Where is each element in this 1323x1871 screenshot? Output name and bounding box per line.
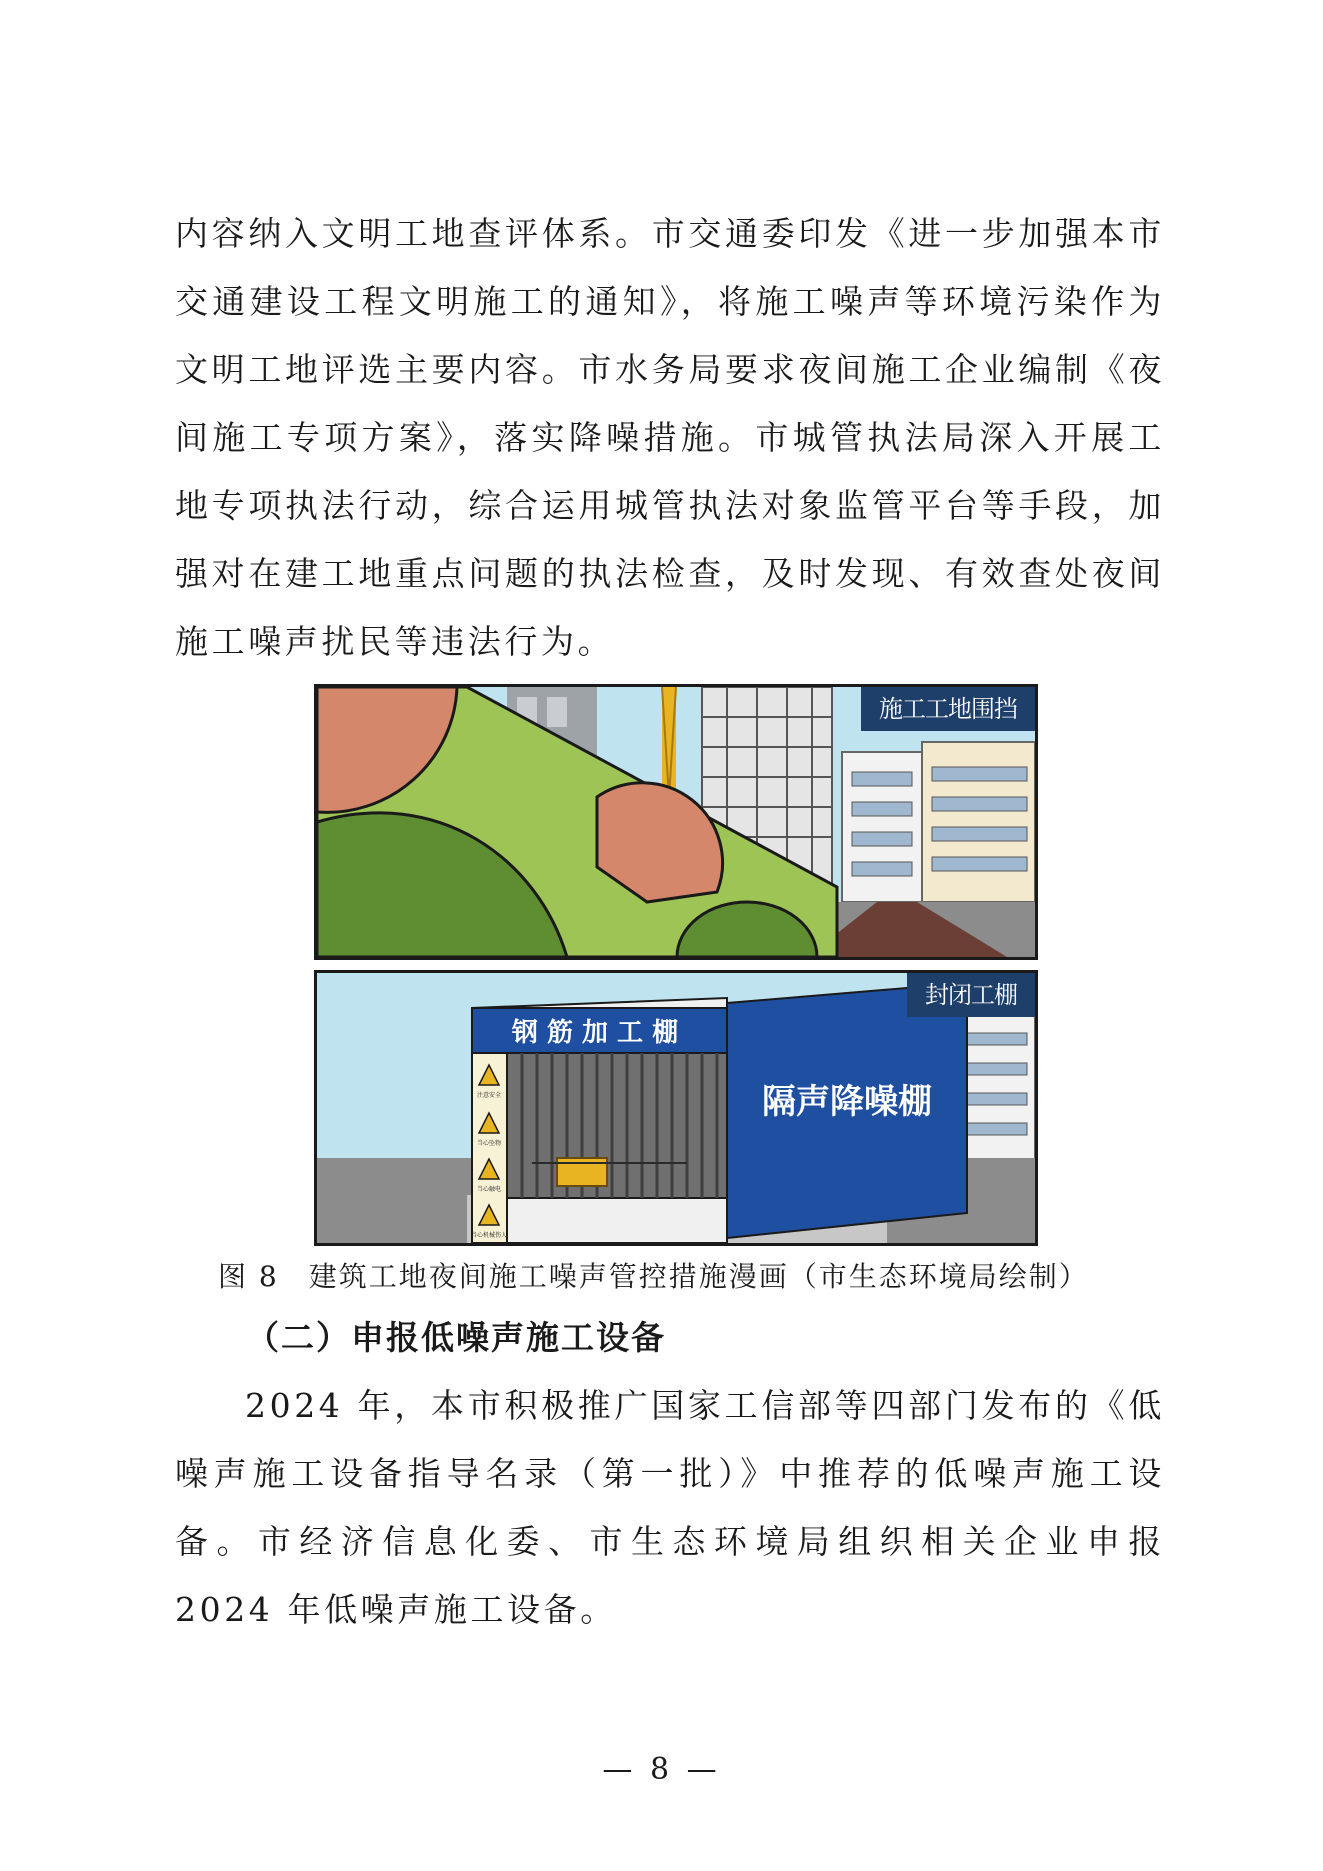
warning-sign-1: 注意安全: [476, 1092, 502, 1099]
body-paragraph-1: 内容纳入文明工地查评体系。市交通委印发《进一步加强本市交通建设工程文明施工的通知》，将施工噪声等环境污染作为文明工地评选主要内容。市水务局要求夜间施工企业编制《夜间施工专项方案》，落实降噪措施。市城管执法局深入开展工地专项执法行动，综合运用城管执法对象监管平台等手段，加强对在建工地重点问题的执法检查，及时发现、有效查处夜间施工噪声扰民等违法行为。: [175, 214, 1165, 661]
section-heading: （二）申报低噪声施工设备: [246, 1318, 666, 1357]
figure-panel-shed: [314, 970, 1038, 1246]
page-number: — 8 —: [602, 1752, 721, 1787]
shed-sign-text: 钢 筋 加 工 棚: [511, 1018, 679, 1048]
shed-wall-text: 隔声降噪棚: [762, 1082, 932, 1122]
panel-label-hoarding: 施工工地围挡: [861, 687, 1035, 731]
warning-sign-2: 当心坠物: [476, 1140, 502, 1147]
warning-sign-4: 当心机械伤人: [470, 1232, 508, 1239]
body-paragraph-2: 2024 年，本市积极推广国家工信部等四部门发布的《低噪声施工设备指导名录（第一批）》中推荐的低噪声施工设备。市经济信息化委、市生态环境局组织相关企业申报 2024 年低噪声施工设备。: [175, 1386, 1165, 1629]
warning-sign-3: 当心触电: [476, 1186, 502, 1193]
figure-caption: 图 8 建筑工地夜间施工噪声管控措施漫画（市生态环境局绘制）: [218, 1260, 1089, 1293]
panel-label-shed: 封闭工棚: [907, 973, 1035, 1017]
figure-panel-hoarding: [314, 684, 1038, 960]
